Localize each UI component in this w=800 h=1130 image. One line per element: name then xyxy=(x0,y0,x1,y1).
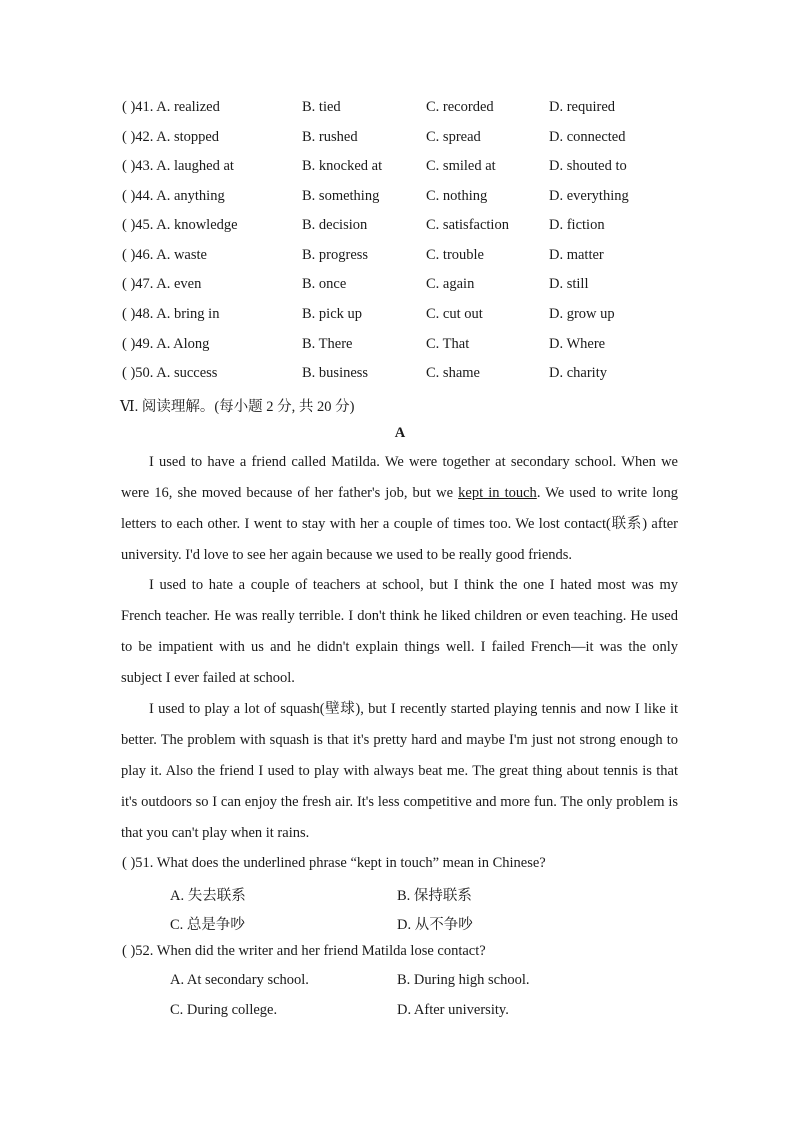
cloze-option-c: C. That xyxy=(426,336,470,352)
cloze-option-c: C. shame xyxy=(426,365,480,381)
cloze-option-d: D. everything xyxy=(549,188,629,204)
cloze-option-a: ( )43. A. laughed at xyxy=(122,158,234,174)
cloze-option-d: D. charity xyxy=(549,365,607,381)
cloze-option-d: D. required xyxy=(549,99,616,115)
question-52-option-d: D. After university. xyxy=(397,1002,509,1018)
cloze-option-d: D. matter xyxy=(549,247,604,263)
cloze-option-a: ( )42. A. stopped xyxy=(122,129,220,145)
cloze-option-a: ( )46. A. waste xyxy=(122,247,207,263)
cloze-option-a: ( )45. A. knowledge xyxy=(122,217,238,233)
passage-title: A xyxy=(394,425,406,441)
question-51-option-d: D. 从不争吵 xyxy=(397,917,473,933)
passage-paragraph-2: I used to hate a couple of teachers at school, but I think the one I hated most was my French teacher. He was really terrible. I don't think he liked children or even teaching. He used to be impatient with us and he didn't explain things well. I failed French—it was the only subject I ever failed at school. xyxy=(121,577,678,686)
question-52-option-c: C. During college. xyxy=(170,1002,278,1018)
cloze-option-a: ( )44. A. anything xyxy=(122,188,225,204)
paragraph-text: I used to have a friend called Matilda. We were together at secondary school. When we were 16, she moved because of her father's job, but we xyxy=(121,454,678,501)
cloze-option-b: B. progress xyxy=(302,247,369,263)
cloze-option-c: C. nothing xyxy=(426,188,488,204)
cloze-option-c: C. trouble xyxy=(426,247,484,263)
cloze-option-b: B. something xyxy=(302,188,380,204)
cloze-option-c: C. satisfaction xyxy=(426,217,509,233)
question-51-option-b: B. 保持联系 xyxy=(397,888,472,904)
cloze-option-c: C. again xyxy=(426,276,475,292)
cloze-option-d: D. Where xyxy=(549,336,606,352)
cloze-option-c: C. smiled at xyxy=(426,158,496,174)
cloze-option-b: B. decision xyxy=(302,217,368,233)
cloze-option-a: ( )41. A. realized xyxy=(122,99,220,115)
cloze-option-a: ( )50. A. success xyxy=(122,365,218,381)
question-52-option-a: A. At secondary school. xyxy=(170,972,309,988)
passage-paragraph-1 xyxy=(121,447,678,571)
cloze-option-b: B. business xyxy=(302,365,369,381)
cloze-option-d: D. connected xyxy=(549,129,626,145)
question-51-option-c: C. 总是争吵 xyxy=(170,917,245,933)
cloze-option-d: D. still xyxy=(549,276,589,292)
question-51-option-a: A. 失去联系 xyxy=(170,888,246,904)
cloze-option-a: ( )48. A. bring in xyxy=(122,306,220,322)
cloze-option-b: B. There xyxy=(302,336,353,352)
question-52-option-b: B. During high school. xyxy=(397,972,530,988)
paragraph-text: . We used to write long letters to each other. I went to stay with her a couple of times too. We lost contact(联系) after university. I'd love to see her again because we used to be really good friends. xyxy=(121,485,678,563)
section-heading: Ⅵ. 阅读理解。(每小题 2 分, 共 20 分) xyxy=(120,399,355,415)
underlined-phrase: kept in touch xyxy=(458,485,537,501)
cloze-option-c: C. recorded xyxy=(426,99,494,115)
cloze-option-b: B. tied xyxy=(302,99,341,115)
cloze-option-d: D. grow up xyxy=(549,306,615,322)
cloze-option-b: B. knocked at xyxy=(302,158,383,174)
cloze-option-c: C. spread xyxy=(426,129,481,145)
cloze-option-d: D. shouted to xyxy=(549,158,627,174)
cloze-option-b: B. pick up xyxy=(302,306,363,322)
question-52-stem: ( )52. When did the writer and her friend Matilda lose contact? xyxy=(122,943,486,959)
cloze-option-a: ( )47. A. even xyxy=(122,276,202,292)
cloze-option-b: B. once xyxy=(302,276,347,292)
cloze-option-d: D. fiction xyxy=(549,217,605,233)
question-51-stem: ( )51. What does the underlined phrase “kept in touch” mean in Chinese? xyxy=(122,855,546,871)
passage-paragraph-3: I used to play a lot of squash(壁球), but I recently started playing tennis and now I like it better. The problem with squash is that it's pretty hard and maybe I'm just not strong enough to play it. Also the friend I used to play with always beat me. The great thing about tennis is that it's outdoors so I can enjoy the fresh air. It's less competitive and more fun. The only problem is that you can't play when it rains. xyxy=(121,701,678,841)
cloze-option-b: B. rushed xyxy=(302,129,358,145)
cloze-option-a: ( )49. A. Along xyxy=(122,336,210,352)
cloze-option-c: C. cut out xyxy=(426,306,483,322)
